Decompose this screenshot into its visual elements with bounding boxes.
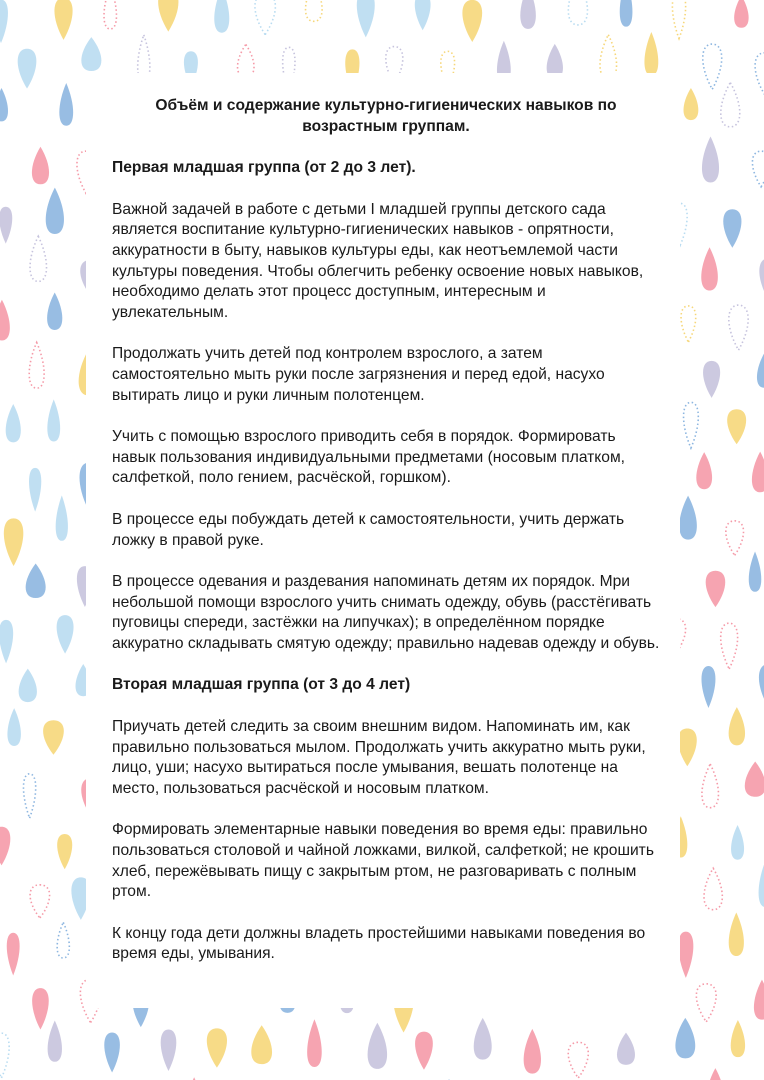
paragraph: Приучать детей следить за своим внешним видом. Напоминать им, как правильно пользоваться мылом. Продолжать учить аккуратно мыть руки, лицо, уши; насухо вытираться после умывания, вешать полотенце на место, пользоваться расчёской и носовым платком. xyxy=(112,718,646,797)
drop-shape xyxy=(704,868,722,909)
drop-shape xyxy=(702,764,719,808)
drop-shape xyxy=(752,452,764,493)
drop-shape xyxy=(617,1033,635,1065)
drop-shape xyxy=(57,615,74,653)
drop-shape xyxy=(0,300,10,341)
drop-shape xyxy=(255,0,275,35)
paragraph: Продолжать учить детей под контролем взрослого, а затем самостоятельно мыть руки после загрязнения и перед едой, насухо вытирать лицо и руки личным полотенцем. xyxy=(112,345,605,404)
drop-shape xyxy=(759,861,764,907)
drop-shape xyxy=(701,247,718,290)
drop-shape xyxy=(81,37,101,71)
section-heading: Первая младшая группа (от 2 до 3 лет). xyxy=(112,159,416,177)
drop-shape xyxy=(0,1033,9,1078)
drop-shape xyxy=(6,404,21,442)
drop-shape xyxy=(104,1032,120,1072)
drop-shape xyxy=(620,0,633,27)
drop-shape xyxy=(729,912,744,956)
section-second-junior-group xyxy=(112,675,660,965)
drop-shape xyxy=(207,1028,227,1067)
drop-shape xyxy=(158,0,178,32)
drop-shape xyxy=(46,188,64,234)
drop-shape xyxy=(32,147,49,185)
drop-shape xyxy=(474,1018,492,1060)
drop-shape xyxy=(29,342,44,388)
drop-shape xyxy=(306,0,323,21)
drop-shape xyxy=(683,88,698,120)
drop-shape xyxy=(681,306,696,342)
section-first-junior-group xyxy=(112,158,660,654)
drop-shape xyxy=(729,707,745,745)
drop-shape xyxy=(307,1019,322,1067)
paragraph: В процессе еды побуждать детей к самостоятельности, учить держать ложку в правой руке. xyxy=(112,510,625,549)
drop-shape xyxy=(104,0,116,29)
drop-shape xyxy=(415,0,431,30)
drop-shape xyxy=(357,0,375,37)
drop-shape xyxy=(524,1029,541,1074)
drop-shape xyxy=(703,44,722,89)
drop-shape xyxy=(755,53,764,95)
drop-shape xyxy=(7,933,20,976)
drop-shape xyxy=(520,0,536,29)
drop-shape xyxy=(26,564,46,599)
paragraph: В процессе одевания и раздевания напоминать детям их порядок. Мри небольшой помощи взрослого учить снимать одежду, обувь (расстёгивать пуговицы спереди, застёжки на липучках); в определённом порядке аккуратно складывать смятую одежду; правильно надевав одежду и обувь. xyxy=(112,573,660,652)
drop-shape xyxy=(59,83,73,126)
drop-shape xyxy=(23,774,35,818)
drop-shape xyxy=(43,720,64,754)
drop-shape xyxy=(734,0,748,28)
drop-shape xyxy=(701,666,715,708)
drop-shape xyxy=(675,1018,695,1058)
drop-shape xyxy=(759,258,764,300)
drop-shape xyxy=(727,409,746,444)
drop-shape xyxy=(32,988,49,1029)
drop-shape xyxy=(679,496,697,540)
drop-shape xyxy=(703,361,720,398)
drop-shape xyxy=(678,932,693,978)
drop-shape xyxy=(721,83,740,127)
drop-shape xyxy=(30,236,47,281)
drop-shape xyxy=(214,0,229,33)
drop-shape xyxy=(0,207,12,244)
drop-shape xyxy=(757,354,764,388)
drop-shape xyxy=(57,922,69,958)
drop-shape xyxy=(7,708,20,746)
section-heading: Вторая младшая группа (от 3 до 4 лет) xyxy=(112,676,411,694)
drop-shape xyxy=(706,1068,724,1080)
drop-shape xyxy=(29,468,41,512)
drop-shape xyxy=(462,0,482,42)
drop-shape xyxy=(754,980,764,1020)
drop-shape xyxy=(251,1025,272,1064)
drop-shape xyxy=(56,495,68,540)
drop-shape xyxy=(18,49,37,89)
drop-shape xyxy=(644,32,658,76)
drop-shape xyxy=(731,825,744,860)
paragraph: Важной задачей в работе с детьми I младшей группы детского сада является воспитание культурно-гигиенических навыков - опрятности, аккуратности в быту, навыков культуры еды, как неотъемлемой части культуры поведения. Чтобы облегчить ребенку освоение новых навыков, необходимо делать этот процесс доступным, интересным и увлекательным. xyxy=(112,200,644,321)
drop-shape xyxy=(726,521,744,556)
drop-shape xyxy=(0,88,8,121)
paragraph: К концу года дети должны владеть простейшими навыками поведения во время еды, умывания. xyxy=(112,924,646,963)
drop-shape xyxy=(30,885,50,918)
drop-shape xyxy=(672,0,685,39)
drop-shape xyxy=(702,136,719,182)
drop-shape xyxy=(0,0,8,43)
drop-shape xyxy=(0,827,10,866)
drop-shape xyxy=(723,209,741,248)
drop-shape xyxy=(684,402,699,448)
drop-shape xyxy=(729,305,748,350)
drop-shape xyxy=(752,151,764,187)
paragraph: Формировать элементарные навыки поведения во время еды: правильно пользоваться столовой и чайной ложками, вилкой, салфеткой; не крошить хлеб, пережёвывать пищу с закрытым ртом, не разговаривать с полным ртом. xyxy=(112,821,654,901)
drop-shape xyxy=(57,834,72,869)
drop-shape xyxy=(749,552,762,592)
drop-shape xyxy=(0,620,13,663)
drop-shape xyxy=(678,728,697,766)
drop-shape xyxy=(696,984,716,1022)
drop-shape xyxy=(19,669,37,702)
drop-shape xyxy=(706,571,726,607)
drop-shape xyxy=(48,1020,62,1061)
drop-shape xyxy=(745,762,764,797)
drop-shape xyxy=(568,0,587,25)
drop-shape xyxy=(415,1032,433,1070)
drop-shape xyxy=(47,399,60,441)
drop-shape xyxy=(696,452,712,489)
drop-shape xyxy=(4,518,23,566)
drop-shape xyxy=(368,1023,387,1069)
drop-shape xyxy=(759,664,764,707)
drop-shape xyxy=(54,0,72,40)
document-body xyxy=(112,96,660,986)
document-title: Объём и содержание культурно-гигиенических навыков по возрастным группам. xyxy=(155,97,617,135)
drop-shape xyxy=(568,1042,588,1078)
drop-shape xyxy=(731,1020,745,1057)
drop-shape xyxy=(721,623,738,669)
drop-shape xyxy=(161,1029,177,1071)
paragraph: Учить с помощью взрослого приводить себя в порядок. Формировать навык пользования индивидуальными предметами (носовым платком, салфеткой, поло гением, расчёской, горшком). xyxy=(112,428,626,487)
drop-shape xyxy=(47,292,62,330)
